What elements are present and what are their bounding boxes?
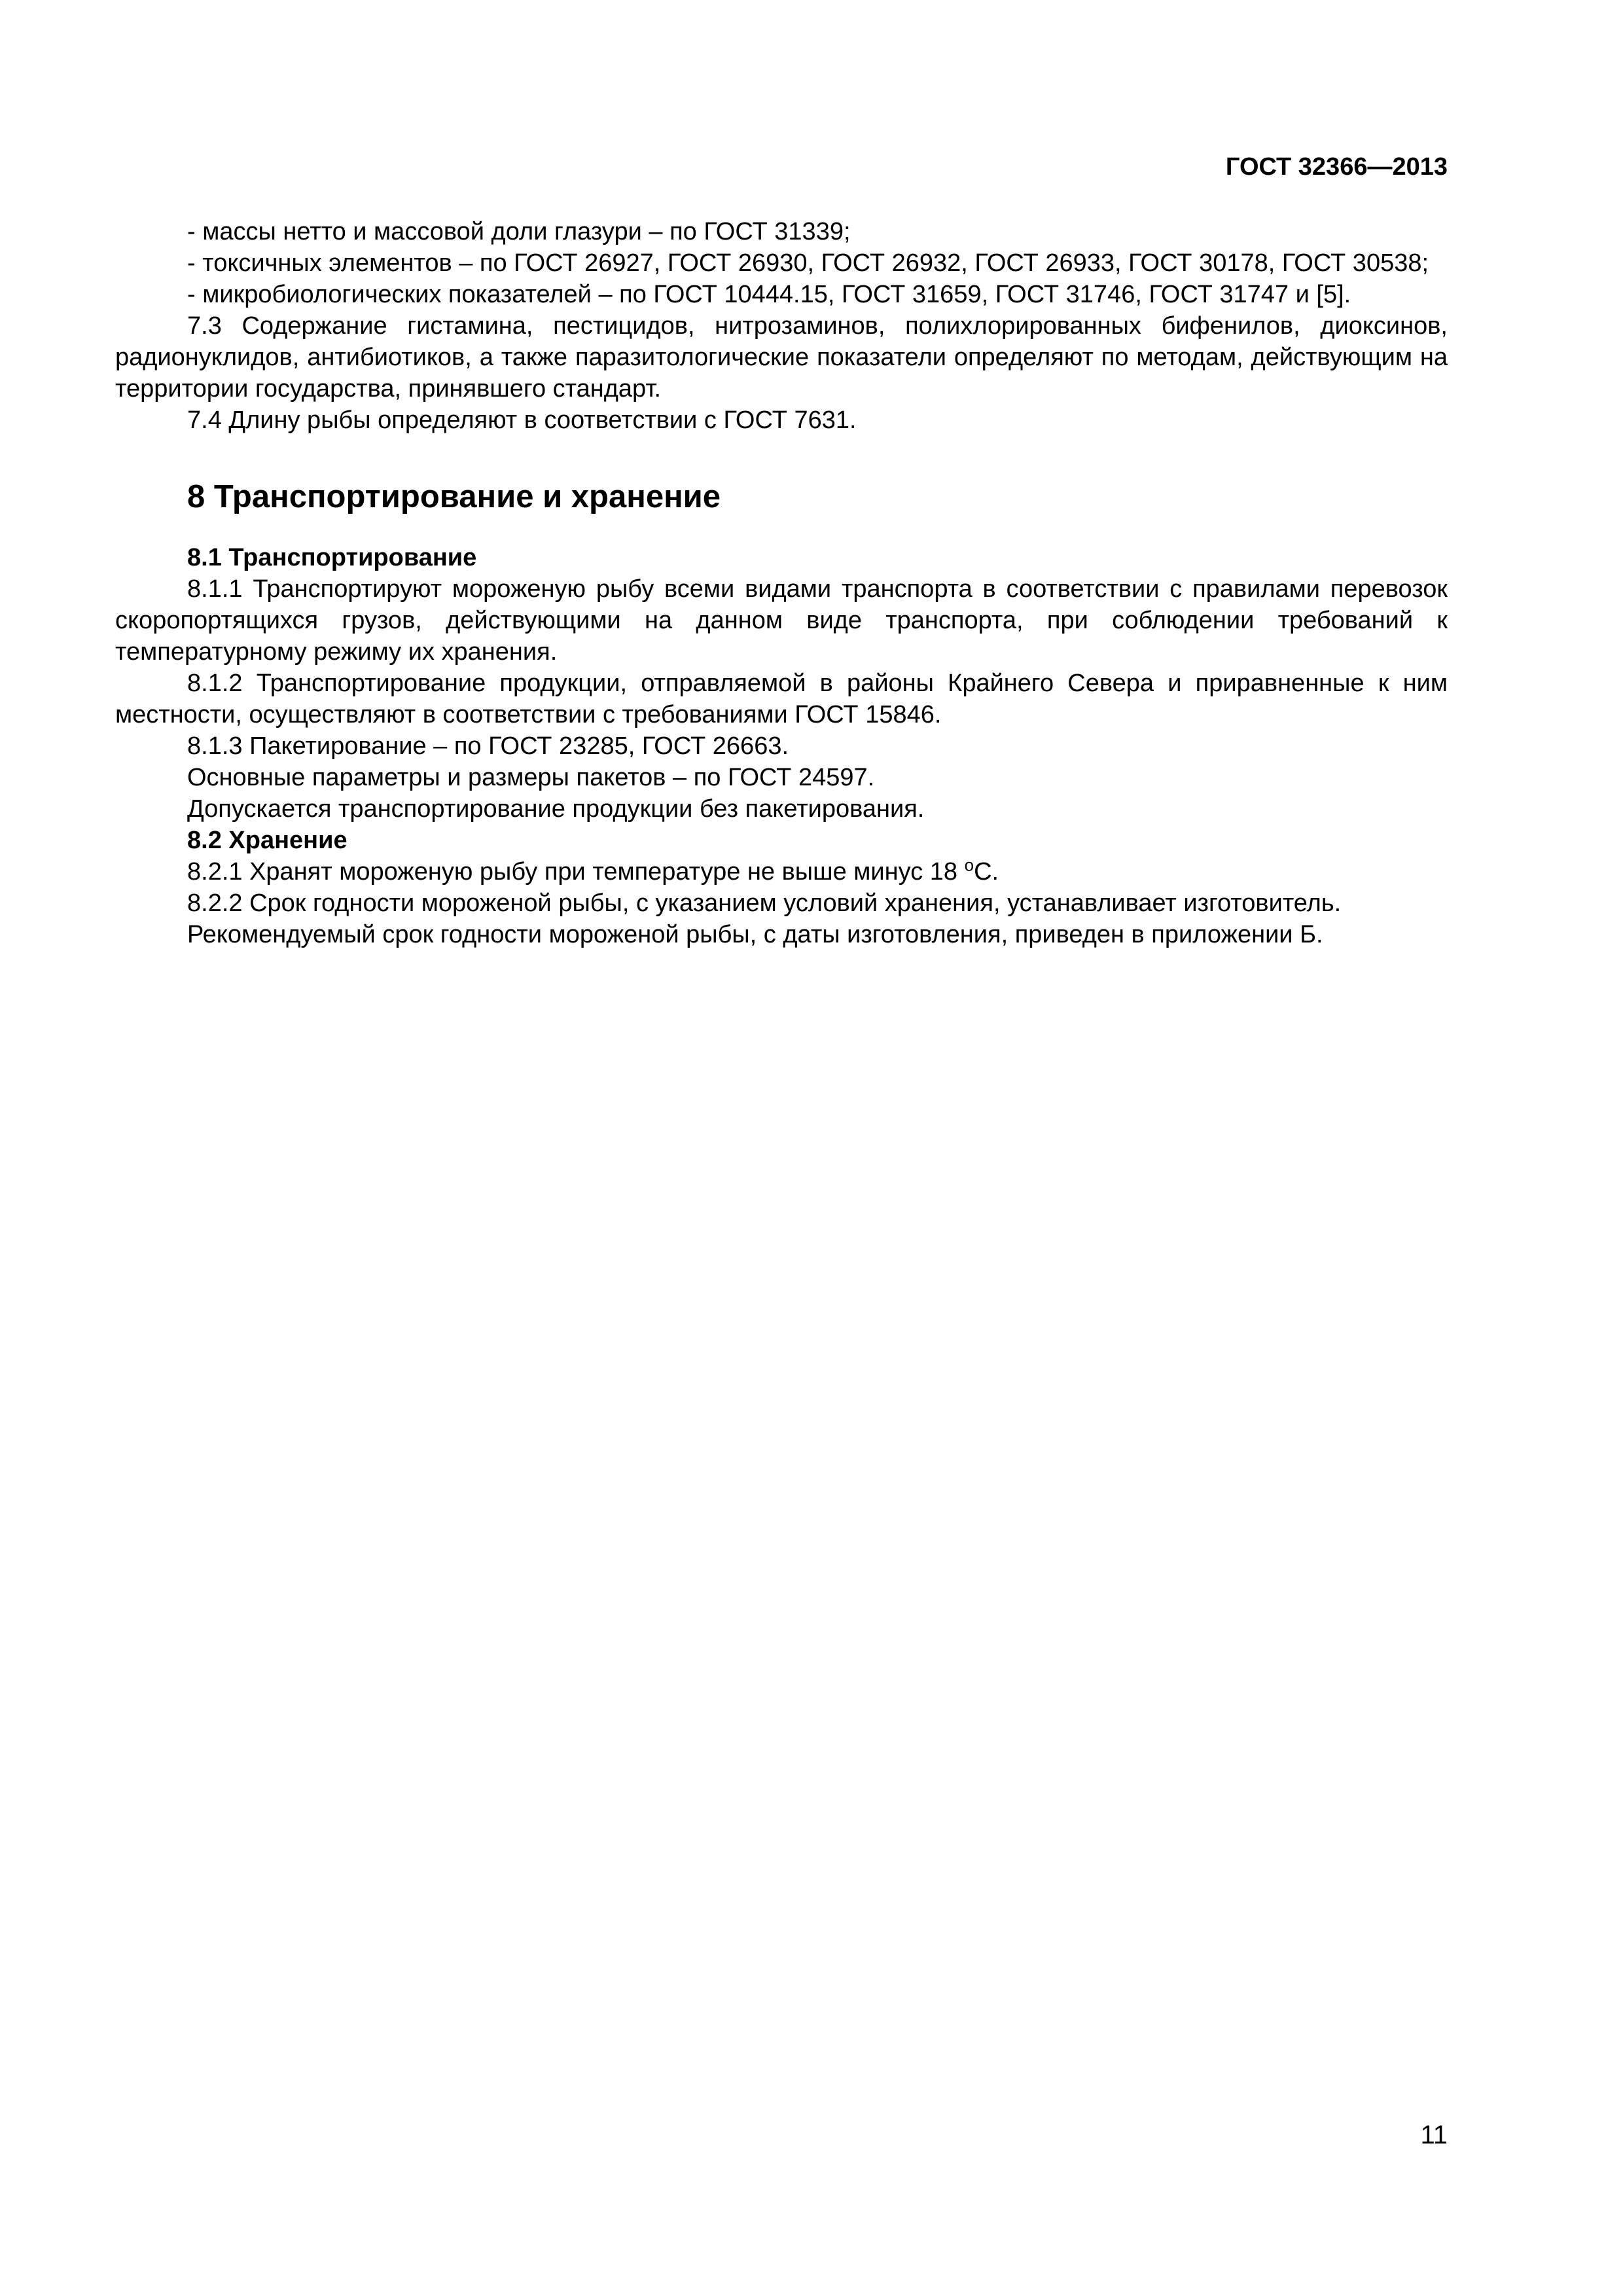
paragraph-8-2-1-unit: С. [974,858,999,886]
paragraph-8-1-3-allowed: Допускается транспортирование продукции без пакетирования. [187,795,925,823]
degree-sign: о [964,855,974,875]
paragraph-7-3: 7.3 Содержание гистамина, пестицидов, нитрозаминов, полихлорированных бифенилов, диоксинов, радионуклидов, антибиотиков, а также паразитологические показатели определяют по методам, действующим на территории государства, принявшего стандарт. [115,312,1448,403]
page-body [115,216,1448,950]
paragraph-8-2-1 [115,856,1448,888]
paragraph-8-1-3: 8.1.3 Пакетирование – по ГОСТ 23285, ГОСТ 26663. [187,732,789,760]
paragraph-8-1-3-params: Основные параметры и размеры пакетов – по ГОСТ 24597. [187,764,875,791]
method-line-toxic-elements: - токсичных элементов – по ГОСТ 26927, ГОСТ 26930, ГОСТ 26932, ГОСТ 26933, ГОСТ 30178, ГОСТ 30538; [187,249,1429,277]
paragraph-8-2-2-recommended: Рекомендуемый срок годности мороженой рыбы, с даты изготовления, приведен в приложении Б. [187,921,1323,948]
section-8-title: 8 Транспортирование и хранение [187,479,721,514]
method-line-microbiology: - микробиологических показателей – по ГОСТ 10444.15, ГОСТ 31659, ГОСТ 31746, ГОСТ 31747 и [5]. [187,281,1351,308]
subsection-8-1-title: 8.1 Транспортирование [187,544,477,571]
subsection-8-2-title: 8.2 Хранение [187,827,348,854]
paragraph-8-2-2: 8.2.2 Срок годности мороженой рыбы, с указанием условий хранения, устанавливает изготовитель. [187,889,1342,917]
paragraph-8-1-2: 8.1.2 Транспортирование продукции, отправляемой в районы Крайнего Севера и приравненные к ним местности, осуществляют в соответствии с требованиями ГОСТ 15846. [115,670,1448,728]
paragraph-8-2-1-text: 8.2.1 Хранят мороженую рыбу при температуре не выше минус 18 [187,858,965,886]
paragraph-8-1-1: 8.1.1 Транспортируют мороженую рыбу всеми видами транспорта в соответствии с правилами перевозок скоропортящихся грузов, действующими на данном виде транспорта, при соблюдении требований к температурному режиму их хранения. [115,575,1448,666]
document-header: ГОСТ 32366—2013 [1225,153,1448,181]
method-line-net-mass: - массы нетто и массовой доли глазури – по ГОСТ 31339; [187,218,851,245]
paragraph-7-4: 7.4 Длину рыбы определяют в соответствии с ГОСТ 7631. [187,406,857,434]
page-number: 11 [1420,2121,1448,2149]
